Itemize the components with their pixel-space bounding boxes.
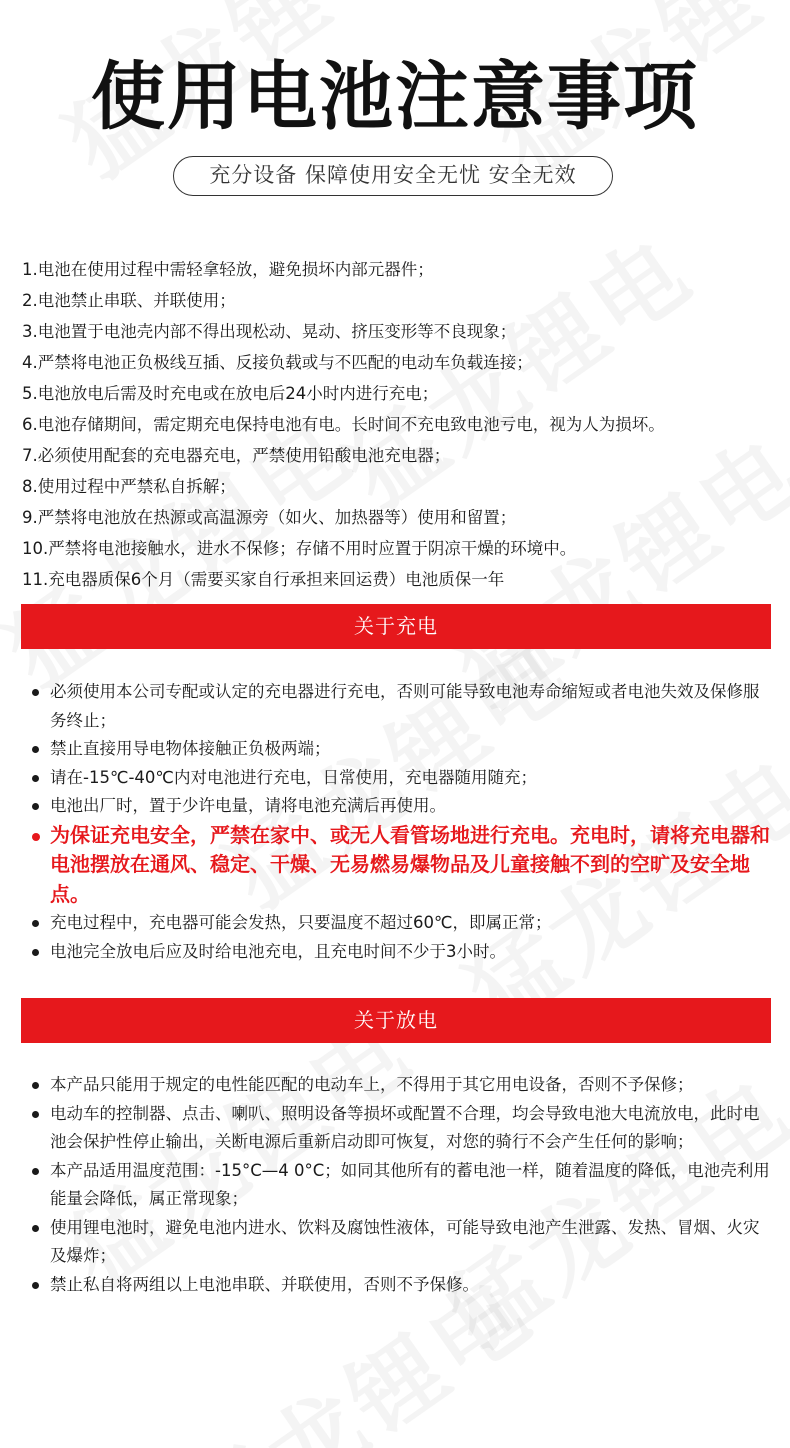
bullet-dot-icon <box>32 949 39 956</box>
list-item <box>28 735 773 764</box>
bullet-dot-icon <box>32 833 40 841</box>
section-header-discharging: 关于放电 <box>21 998 771 1043</box>
rule-item: 8.使用过程中严禁私自拆解； <box>22 477 236 496</box>
bullet-dot-icon <box>32 803 39 810</box>
list-item-text: 禁止直接用导电物体接触正负极两端； <box>50 739 331 758</box>
list-item <box>28 1271 773 1300</box>
rule-item: 10.严禁将电池接触水，进水不保修；存储不用时应置于阴凉干燥的环境中。 <box>22 539 577 558</box>
list-item-text: 本产品只能用于规定的电性能匹配的电动车上，不得用于其它用电设备，否则不予保修； <box>50 1075 694 1094</box>
rule-item: 1.电池在使用过程中需轻拿轻放，避免损坏内部元器件； <box>22 260 434 279</box>
list-item-text: 电池完全放电后应及时给电池充电，且充电时间不少于3小时。 <box>50 941 506 961</box>
bullet-dot-icon <box>32 746 39 753</box>
rule-item: 11.充电器质保6个月（需要买家自行承担来回运费）电池质保一年 <box>22 570 505 589</box>
list-item <box>28 1157 773 1214</box>
rules-list <box>22 254 782 595</box>
list-item <box>28 792 773 821</box>
list-item <box>28 678 773 735</box>
list-item <box>28 764 773 793</box>
list-item-text: 禁止私自将两组以上电池串联、并联使用，否则不予保修。 <box>50 1274 479 1294</box>
bullet-dot-icon <box>32 689 39 696</box>
section-header-charging: 关于充电 <box>21 604 771 649</box>
bullet-dot-icon <box>32 1168 39 1175</box>
page-title: 使用电池注意事项 <box>91 54 699 140</box>
subtitle-pill: 充分设备 保障使用安全无忧 安全无效 <box>173 156 613 196</box>
bullet-dot-icon <box>32 920 39 927</box>
list-item-text: 为保证充电安全，严禁在家中、或无人看管场地进行充电。充电时，请将充电器和电池摆放在通风、稳定、干燥、无易燃易爆物品及儿童接触不到的空旷及安全地点。 <box>50 822 770 906</box>
rule-item: 7.必须使用配套的充电器充电，严禁使用铅酸电池充电器； <box>22 446 451 465</box>
bullet-dot-icon <box>32 1111 39 1118</box>
bullet-dot-icon <box>32 1282 39 1289</box>
rule-item: 5.电池放电后需及时充电或在放电后24小时内进行充电； <box>22 384 439 403</box>
warning-item <box>28 821 773 910</box>
bullet-dot-icon <box>32 1082 39 1089</box>
list-item-text: 请在-15℃-40℃内对电池进行充电，日常使用，充电器随用随充； <box>50 767 537 787</box>
list-item <box>28 938 773 967</box>
list-item <box>28 909 773 938</box>
bullet-dot-icon <box>32 1225 39 1232</box>
list-item-text: 必须使用本公司专配或认定的充电器进行充电，否则可能导致电池寿命缩短或者电池失效及保修服务终止； <box>50 682 760 730</box>
charging-list <box>28 678 773 966</box>
list-item-text: 充电过程中，充电器可能会发热，只要温度不超过60℃，即属正常； <box>50 913 552 932</box>
list-item <box>28 1100 773 1157</box>
list-item-text: 使用锂电池时，避免电池内进水、饮料及腐蚀性液体，可能导致电池产生泄露、发热、冒烟、火灾及爆炸； <box>50 1217 760 1265</box>
rule-item: 4.严禁将电池正负极线互插、反接负载或与不匹配的电动车负载连接； <box>22 353 533 372</box>
discharging-list <box>28 1071 773 1299</box>
list-item-text: 本产品适用温度范围：-15°C—4 0°C；如同其他所有的蓄电池一样，随着温度的降低，电池壳利用能量会降低，属正常现象； <box>50 1160 770 1208</box>
rule-item: 9.严禁将电池放在热源或高温源旁（如火、加热器等）使用和留置； <box>22 508 517 527</box>
list-item-text: 电动车的控制器、点击、喇叭、照明设备等损坏或配置不合理，均会导致电池大电流放电，此时电池会保护性停止输出，关断电源后重新启动即可恢复，对您的骑行不会产生任何的影响； <box>50 1103 760 1151</box>
list-item-text: 电池出厂时，置于少许电量，请将电池充满后再使用。 <box>50 796 446 815</box>
rule-item: 3.电池置于电池壳内部不得出现松动、晃动、挤压变形等不良现象； <box>22 322 517 341</box>
rule-item: 6.电池存储期间，需定期充电保持电池有电。长时间不充电致电池亏电，视为人为损坏。 <box>22 415 665 434</box>
list-item <box>28 1214 773 1271</box>
list-item <box>28 1071 773 1100</box>
bullet-dot-icon <box>32 775 39 782</box>
rule-item: 2.电池禁止串联、并联使用； <box>22 291 236 310</box>
